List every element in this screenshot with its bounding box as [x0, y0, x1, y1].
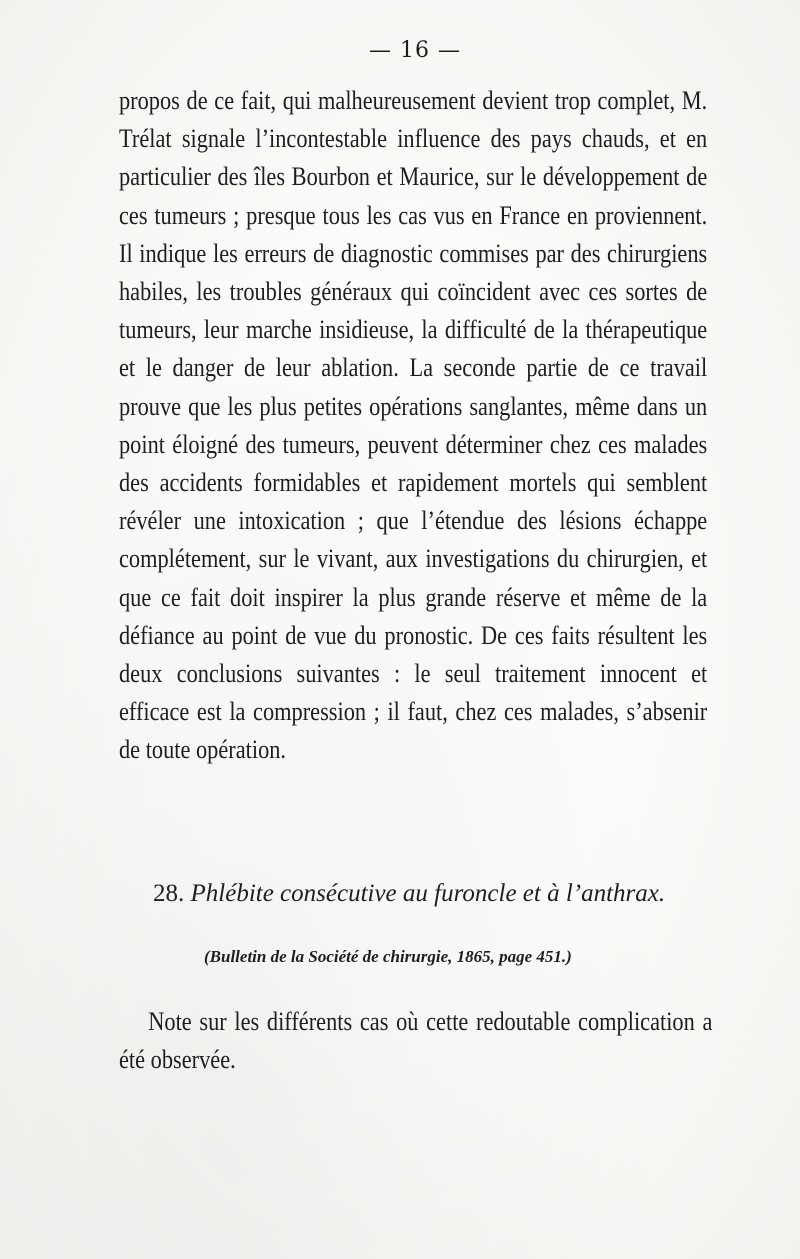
page-number: — 16 —: [369, 38, 461, 63]
body-paragraph: propos de ce fait, qui malheureusement devient trop complet, M. Trélat signale l’incontestable influence des pays chauds, et en particulier des îles Bourbon et Maurice, sur le développement de ces tumeurs ; presque tous les cas vus en France en proviennent. Il indique les erreurs de diagnostic commises par des chirurgiens habiles, les troubles généraux qui coïncident avec ces sortes de tumeurs, leur marche insidieuse, la difficulté de la thérapeutique et le danger de leur ablation. La seconde partie de ce travail prouve que les plus petites opérations sanglantes, même dans un point éloigné des tumeurs, peuvent déterminer chez ces malades des accidents formidables et rapidement mortels qui semblent révéler une intoxication ; que l’étendue des lésions échappe complétement, sur le vivant, aux investigations du chirurgien, et que ce fait doit inspirer la plus grande réserve et même de la défiance au point de vue du pronostic. De ces faits résultent les deux conclusions suivantes : le seul traitement innocent et efficace est la compression ; il faut, chez ces malades, s’absenir de toute opération.: [119, 86, 708, 765]
section-title: Phlébite consécutive au furoncle et à l’anthrax.: [190, 880, 666, 907]
section-heading: [153, 880, 713, 908]
citation: (Bulletin de la Société de chirurgie, 1865, page 451.): [204, 947, 572, 966]
section-number: 28.: [153, 880, 185, 907]
note-paragraph: Note sur les différents cas où cette redoutable complication a été observée.: [119, 1007, 713, 1075]
